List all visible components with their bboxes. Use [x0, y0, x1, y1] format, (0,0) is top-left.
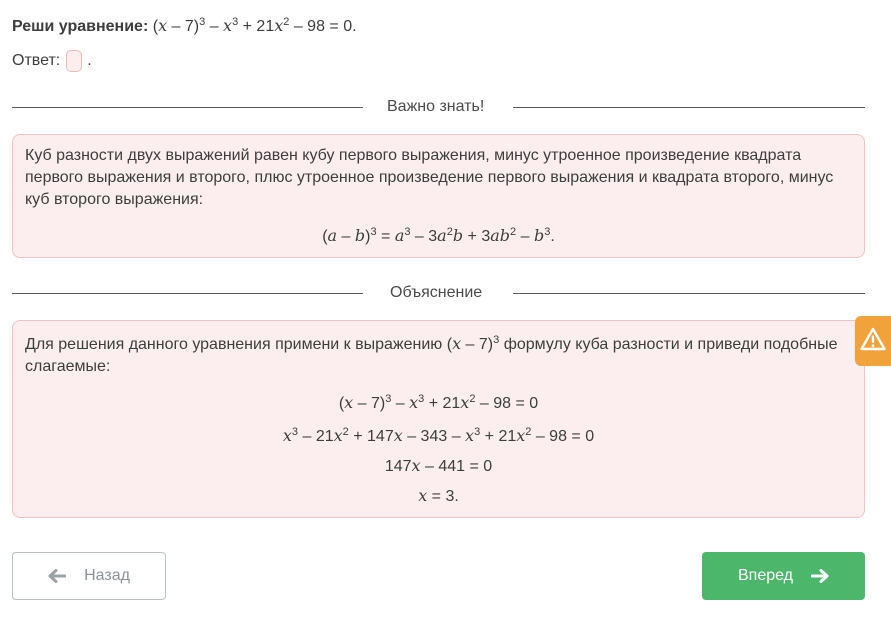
task-prompt: Реши уравнение:: [12, 18, 149, 35]
answer-dot: .: [87, 52, 92, 69]
answer-label: Ответ:: [12, 52, 61, 69]
report-problem-tab[interactable]: [855, 316, 891, 366]
explanation-panel: [12, 320, 865, 518]
divider-important-label: Важно знать!: [387, 98, 485, 115]
back-button[interactable]: [12, 552, 166, 600]
task-statement: [12, 16, 357, 37]
important-panel: [12, 134, 865, 258]
task-equation: $(x - 7)^3 - x^3 + 21x^2 - 98 = 0$.: [152, 16, 357, 35]
solution-step-3: 147x – 441 = 0: [384, 456, 493, 475]
divider-explanation: [12, 283, 865, 303]
warning-triangle-icon: [860, 327, 886, 356]
cube-difference-formula: $(a - b)^3 = a^3 - 3a^2b + 3ab^2 - b^3$.: [322, 226, 555, 245]
solution-step-4: x = 3.: [418, 486, 459, 505]
back-button-label: Назад: [84, 567, 130, 584]
important-text: Куб разности двух выражений равен кубу первого выражения, минус утроенное произведение квадрата первого выражения и второго, плюс утроенное произведение первого выражения и квадрата второго, минус куб второго выражения:: [25, 147, 834, 208]
answer-input[interactable]: [66, 50, 82, 72]
solution-step-2: $x^3 - 21x^2 + 147x - 343 - x^3 + 21x^2 - 98 = 0$: [282, 426, 595, 445]
next-button-label: Вперед: [737, 567, 793, 584]
answer-row: [12, 49, 92, 73]
arrow-right-icon: [811, 569, 829, 583]
divider-important: [12, 97, 865, 117]
solution-step-1: $(x - 7)^3 - x^3 + 21x^2 - 98 = 0$: [338, 393, 539, 412]
next-button[interactable]: [702, 552, 865, 600]
explanation-text: Для решения данного уравнения примени к выражению (x – 7)$^3$ формулу куба разности и приведи подобные слагаемые:: [25, 334, 838, 375]
arrow-left-icon: [48, 569, 66, 583]
divider-explanation-label: Объяснение: [390, 284, 483, 301]
